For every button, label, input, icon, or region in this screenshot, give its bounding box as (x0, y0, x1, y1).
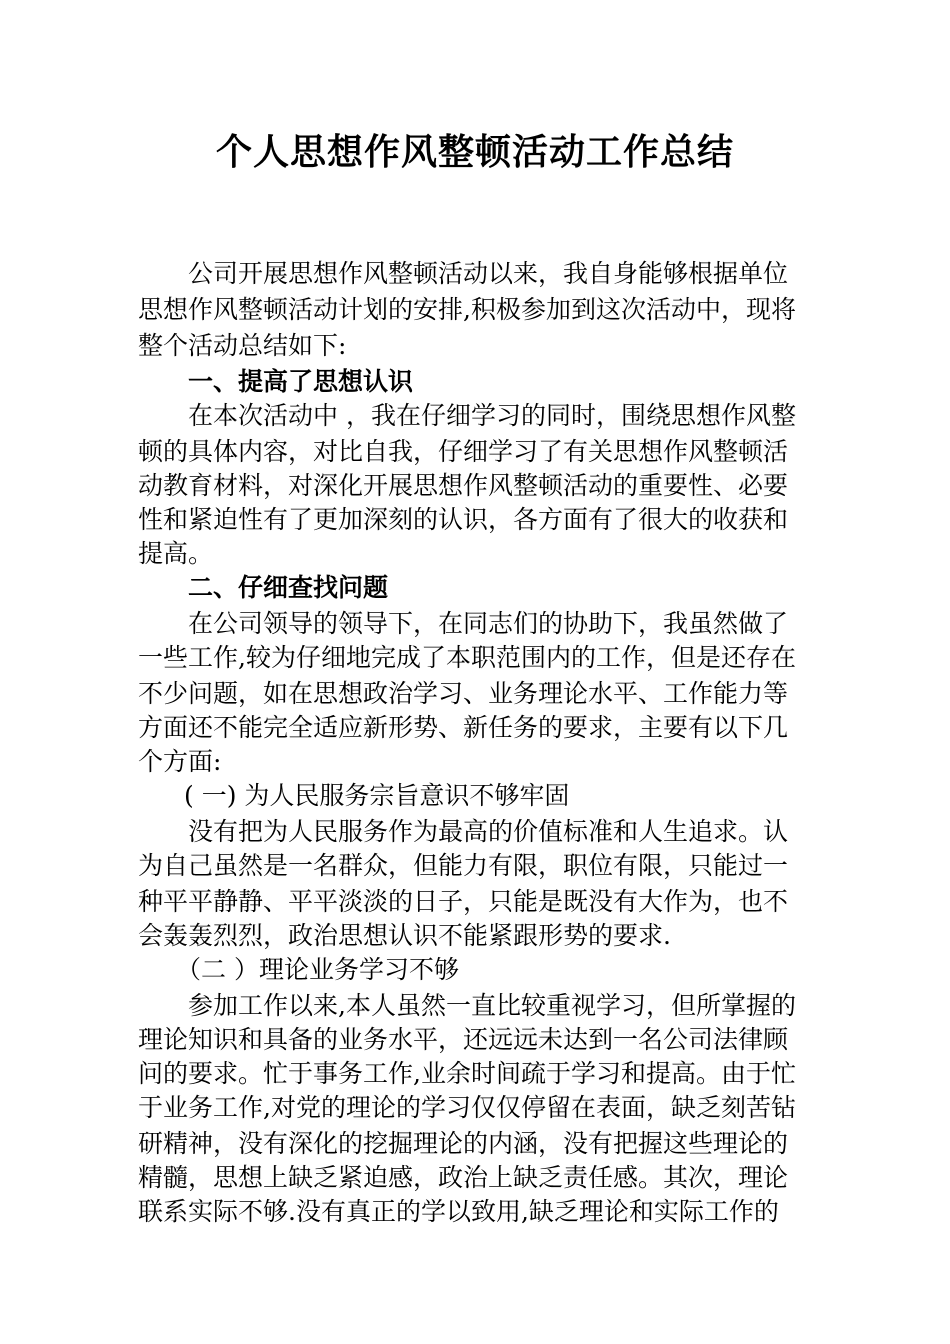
text-line: 公司开展思想作风整顿活动以来，我自身能够根据单位 (188, 259, 789, 288)
text-line: 于业务工作,对党的理论的学习仅仅停留在表面，缺乏刻苦钻 (138, 1093, 796, 1122)
document-title: 个人思想作风整顿活动工作总结 (215, 131, 734, 173)
text-line: 精髓，思想上缺乏紧迫感，政治上缺乏责任感。其次，理论 (138, 1163, 789, 1192)
text-line: 种平平静静、平平淡淡的日子，只能是既没有大作为，也不 (138, 887, 789, 916)
text-line: 方面还不能完全适应新形势、新任务的要求，主要有以下几 (138, 713, 789, 742)
text-line: 提高。 (138, 539, 214, 568)
subsection-heading: （二 ）理论业务学习不够 (176, 955, 459, 984)
text-line: 问的要求。忙于事务工作,业余时间疏于学习和提高。由于忙 (138, 1059, 796, 1088)
text-line: 动教育材料，对深化开展思想作风整顿活动的重要性、必要 (138, 471, 789, 500)
text-line: 为自己虽然是一名群众，但能力有限，职位有限，只能过一 (138, 851, 789, 880)
text-line: 整个活动总结如下: (138, 331, 347, 360)
text-line: 会轰轰烈烈，政治思想认识不能紧跟形势的要求. (138, 921, 671, 950)
text-line: 在公司领导的领导下，在同志们的协助下，我虽然做了 (188, 609, 789, 638)
subsection-heading: ( 一) 为人民服务宗旨意识不够牢固 (184, 781, 570, 810)
text-line: 顿的具体内容，对比自我，仔细学习了有关思想作风整顿活 (138, 437, 789, 466)
section-heading: 一、提高了思想认识 (188, 367, 414, 396)
text-line: 个方面: (138, 747, 222, 776)
text-line: 不少问题，如在思想政治学习、业务理论水平、工作能力等 (138, 679, 789, 708)
text-line: 理论知识和具备的业务水平，还远远未达到一名公司法律顾 (138, 1025, 789, 1054)
text-line: 在本次活动中 ，我在仔细学习的同时，围绕思想作风整 (188, 401, 796, 430)
text-line: 一些工作,较为仔细地完成了本职范围内的工作，但是还存在 (138, 643, 796, 672)
text-line: 没有把为人民服务作为最高的价值标准和人生追求。认 (188, 817, 789, 846)
text-line: 联系实际不够.没有真正的学以致用,缺乏理论和实际工作的 (138, 1197, 779, 1226)
text-line: 思想作风整顿活动计划的安排,积极参加到这次活动中，现将 (138, 295, 796, 324)
section-heading: 二、仔细查找问题 (188, 573, 389, 602)
text-line: 性和紧迫性有了更加深刻的认识，各方面有了很大的收获和 (138, 505, 789, 534)
text-line: 参加工作以来,本人虽然一直比较重视学习，但所掌握的 (188, 991, 796, 1020)
text-line: 研精神，没有深化的挖掘理论的内涵，没有把握这些理论的 (138, 1129, 789, 1158)
